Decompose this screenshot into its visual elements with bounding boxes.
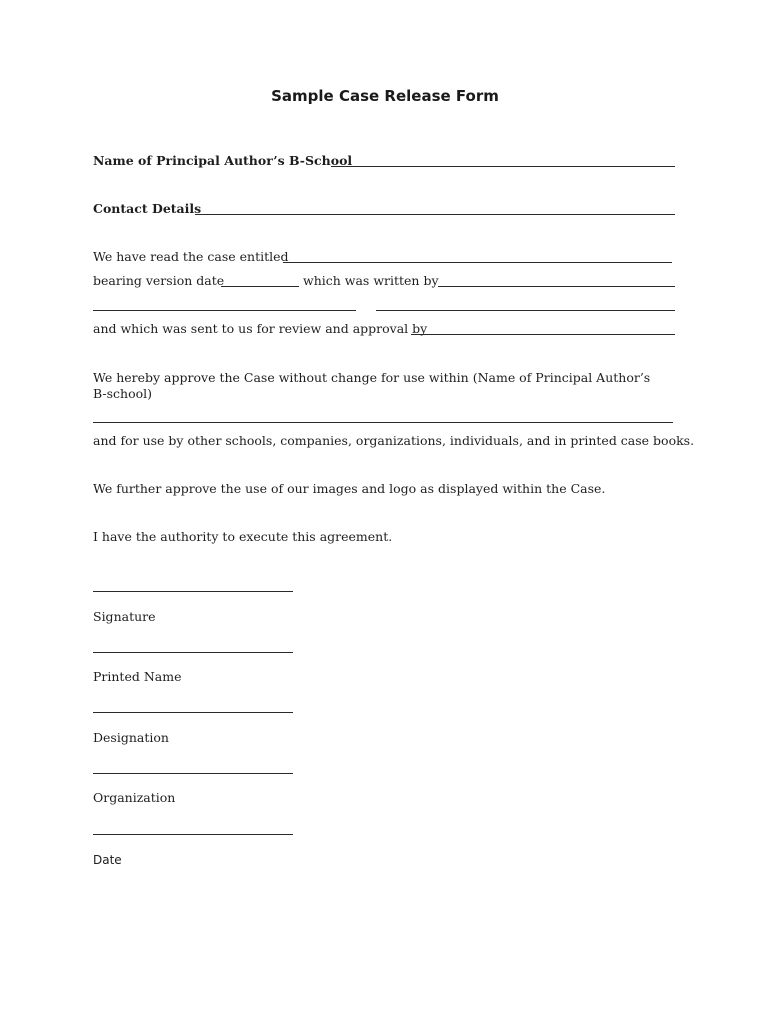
approve-paragraph: We hereby approve the Case without change for use within (Name of Principal Author’s B-school) — [93, 370, 651, 401]
organization-field[interactable] — [93, 773, 293, 774]
designation-field[interactable] — [93, 712, 293, 713]
author-field-2[interactable] — [93, 310, 356, 311]
date-label: Date — [93, 853, 122, 867]
contact-details-field[interactable] — [195, 214, 675, 215]
b-school-label: Name of Principal Author’s B-School — [93, 153, 353, 168]
b-school-approval-field[interactable] — [93, 422, 673, 423]
signature-field[interactable] — [93, 591, 293, 592]
sent-for-review-label: and which was sent to us for review and approval by — [93, 321, 428, 336]
date-field[interactable] — [93, 834, 293, 835]
case-entitled-label: We have read the case entitled — [93, 249, 289, 264]
contact-details-label: Contact Details — [93, 201, 202, 216]
case-title-field[interactable] — [283, 262, 672, 263]
printed-name-field[interactable] — [93, 652, 293, 653]
images-logo-text: We further approve the use of our images and logo as displayed within the Case. — [93, 481, 606, 496]
organization-label: Organization — [93, 790, 176, 805]
authority-text: I have the authority to execute this agreement. — [93, 529, 393, 544]
other-use-text: and for use by other schools, companies, organizations, individuals, and in printed case books. — [93, 433, 695, 448]
b-school-field[interactable] — [331, 166, 675, 167]
version-date-label: bearing version date — [93, 273, 225, 288]
reviewer-field[interactable] — [411, 334, 675, 335]
form-title: Sample Case Release Form — [271, 87, 499, 105]
author-field-3[interactable] — [376, 310, 675, 311]
version-date-field[interactable] — [221, 286, 299, 287]
designation-label: Designation — [93, 730, 169, 745]
author-field[interactable] — [438, 286, 675, 287]
signature-label: Signature — [93, 609, 156, 624]
written-by-label: which was written by — [303, 273, 439, 288]
printed-name-label: Printed Name — [93, 669, 182, 684]
